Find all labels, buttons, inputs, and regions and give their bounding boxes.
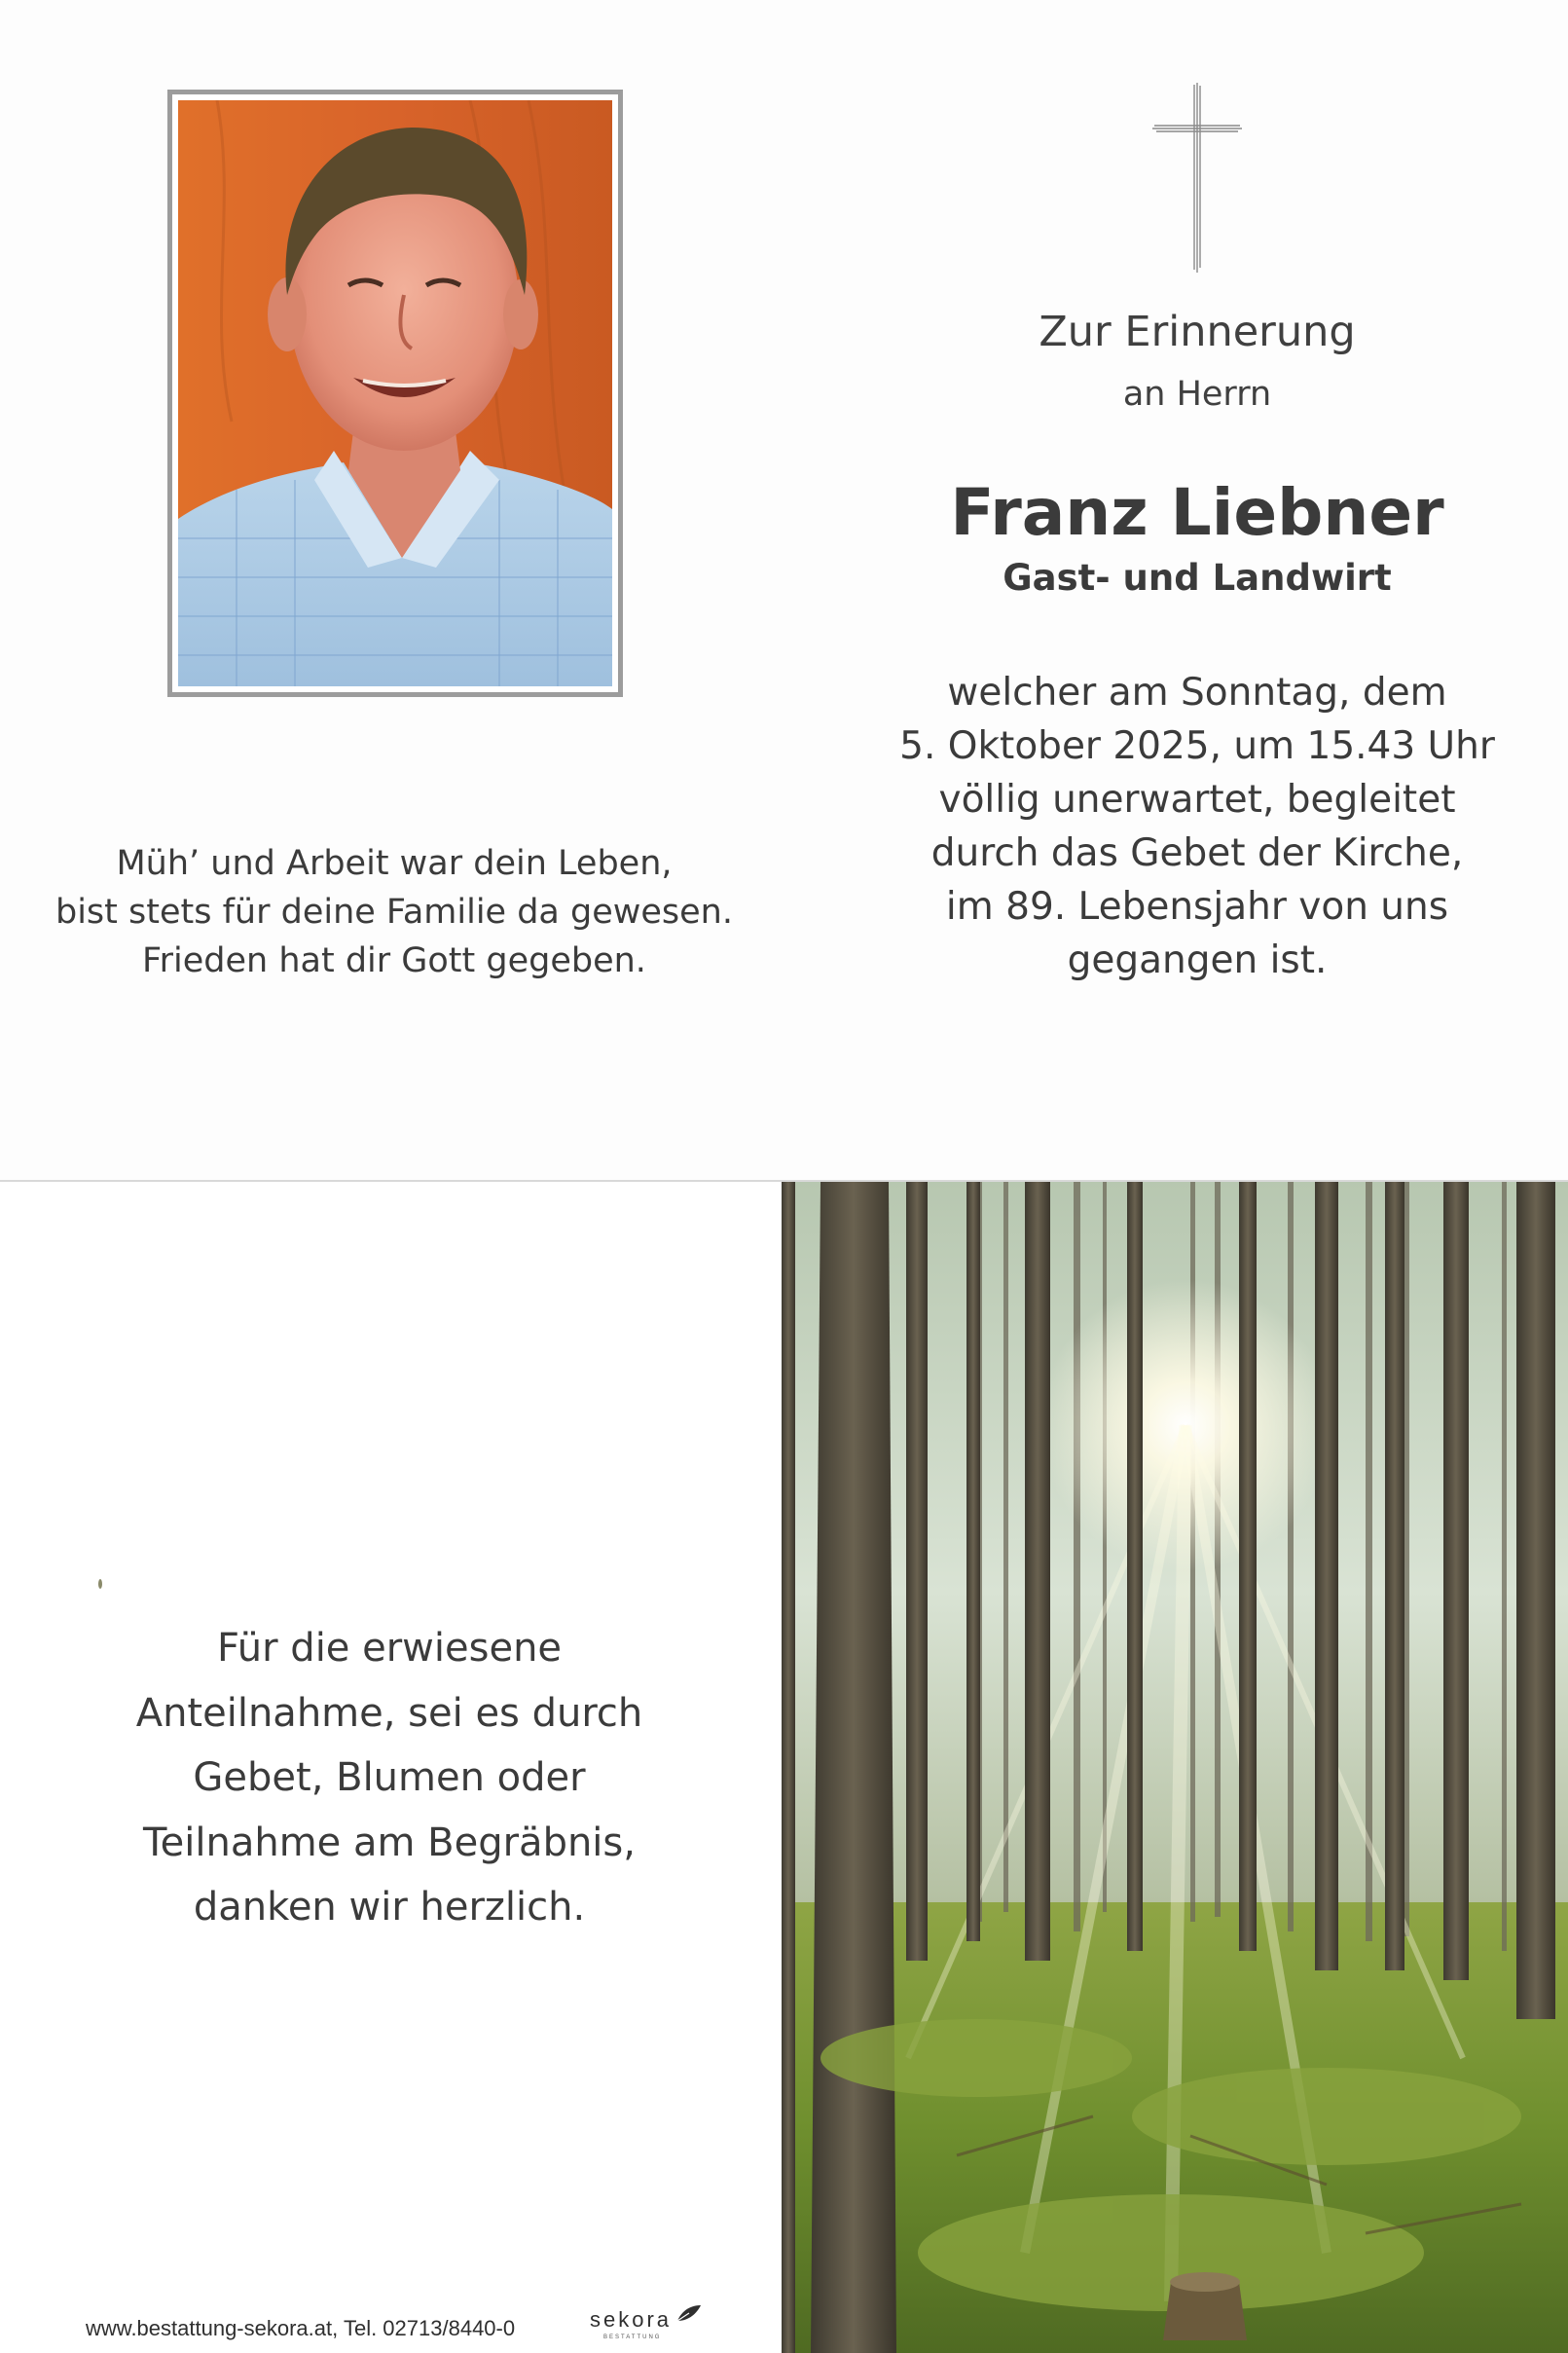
announcement-line: durch das Gebet der Kirche, <box>930 831 1464 875</box>
card-heading: Zur Erinnerung <box>1039 308 1356 356</box>
verse-line: Müh’ und Arbeit war dein Leben, <box>116 844 673 883</box>
occupation: Gast- und Landwirt <box>1003 557 1392 599</box>
thanks-line: Für die erwiesene <box>216 1626 563 1671</box>
cross-icon <box>1149 83 1246 273</box>
deceased-name: Franz Liebner <box>950 475 1444 550</box>
memorial-verse <box>39 839 749 985</box>
forest-photo <box>782 1182 1568 2353</box>
funeral-home-logo <box>590 2303 707 2346</box>
announcement-line: im 89. Lebensjahr von uns <box>945 885 1449 929</box>
forest-image <box>782 1182 1568 2353</box>
logo-text: sekora <box>590 2307 673 2332</box>
verse-line: bist stets für deine Familie da gewesen. <box>55 893 733 932</box>
leaf-icon <box>675 2303 703 2325</box>
announcement-line: 5. Oktober 2025, um 15.43 Uhr <box>899 724 1495 768</box>
announcement-line: gegangen ist. <box>1067 938 1328 982</box>
scan-speck <box>98 1579 102 1589</box>
salutation: an Herrn <box>1122 375 1272 414</box>
thanks-line: Gebet, Blumen oder <box>193 1755 586 1800</box>
footer-contact: www.bestattung-sekora.at, Tel. 02713/8440-0 <box>86 2316 516 2340</box>
announcement-line: völlig unerwartet, begleitet <box>938 778 1456 822</box>
death-announcement <box>857 666 1538 987</box>
thanks-line: Anteilnahme, sei es durch <box>135 1690 643 1736</box>
thanks-message <box>78 1616 701 1940</box>
announcement-line: welcher am Sonntag, dem <box>947 671 1447 715</box>
portrait-photo <box>167 90 623 697</box>
portrait-image <box>178 100 612 686</box>
verse-line: Frieden hat dir Gott gegeben. <box>142 941 646 980</box>
logo-subtext: BESTATTUNG <box>603 2335 662 2340</box>
thanks-line: Teilnahme am Begräbnis, <box>143 1820 636 1865</box>
thanks-line: danken wir herzlich. <box>193 1885 586 1930</box>
